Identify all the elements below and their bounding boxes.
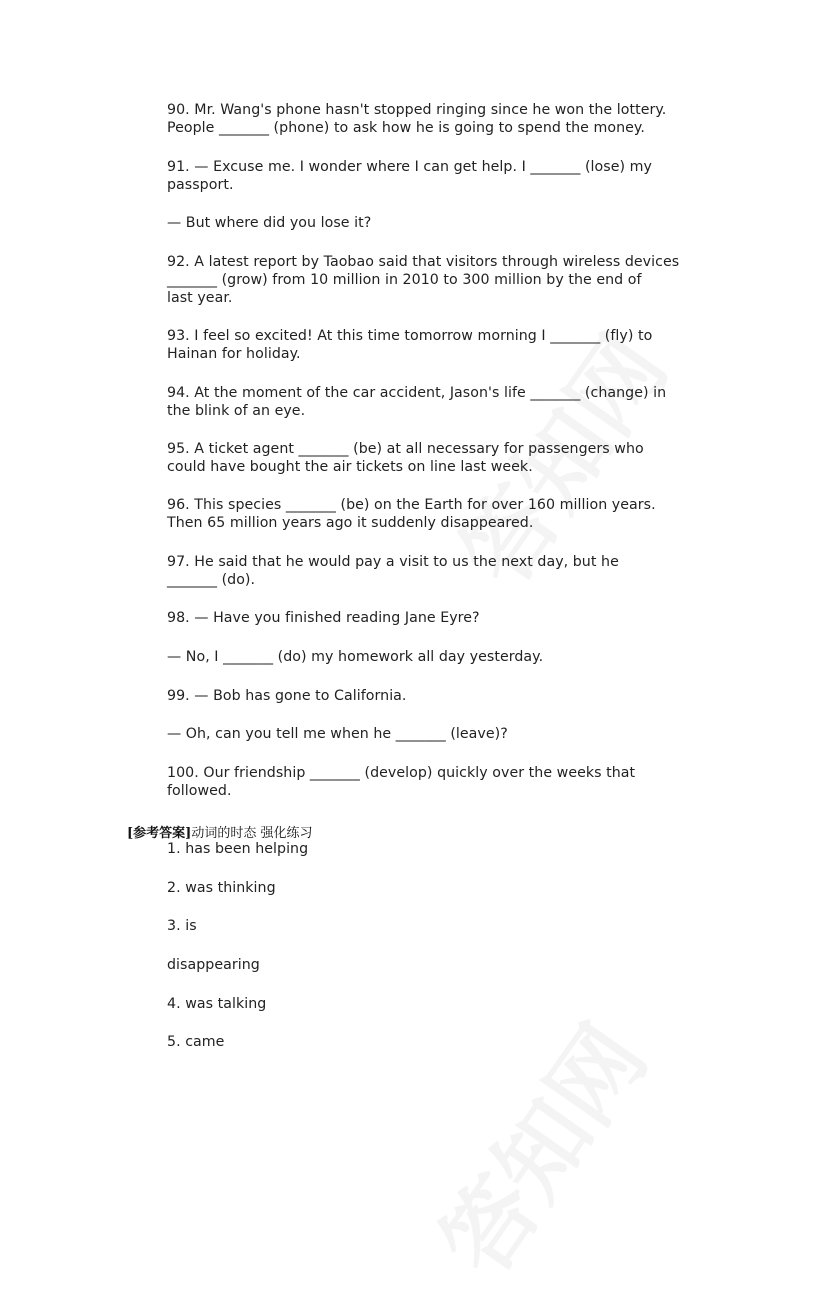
answer-text: disappearing (167, 957, 260, 973)
answer-item (167, 879, 707, 897)
answer-item (167, 917, 707, 935)
question-94 (167, 384, 707, 420)
question-line: 94. At the moment of the car accident, Jason's life _______ (change) in (167, 385, 667, 401)
answer-text: 3. is (167, 918, 197, 934)
question-line: — No, I _______ (do) my homework all day yesterday. (167, 649, 544, 665)
question-line: the blink of an eye. (167, 403, 306, 419)
answer-item (167, 1033, 707, 1051)
question-line: _______ (do). (167, 572, 256, 588)
question-93 (167, 327, 707, 363)
answer-text: 4. was talking (167, 996, 267, 1012)
answer-item (167, 840, 707, 858)
question-99-reply (167, 725, 707, 743)
answer-text: 1. has been helping (167, 841, 309, 857)
question-line: 93. I feel so excited! At this time tomorrow morning I _______ (fly) to (167, 328, 653, 344)
question-99 (167, 687, 707, 705)
answers-heading (127, 822, 312, 841)
question-line: 99. — Bob has gone to California. (167, 688, 407, 704)
question-98-reply (167, 648, 707, 666)
question-line: _______ (grow) from 10 million in 2010 to 300 million by the end of (167, 272, 642, 288)
question-line: — But where did you lose it? (167, 215, 372, 231)
question-line: 92. A latest report by Taobao said that visitors through wireless devices (167, 254, 680, 270)
question-line: 100. Our friendship _______ (develop) quickly over the weeks that (167, 765, 636, 781)
question-97 (167, 553, 707, 589)
answer-text: 2. was thinking (167, 880, 276, 896)
question-line: Hainan for holiday. (167, 346, 301, 362)
answers-heading-title: 动词的时态 强化练习 (191, 826, 313, 841)
question-100 (167, 764, 707, 800)
question-line: last year. (167, 290, 233, 306)
question-90 (167, 101, 707, 137)
question-line: People _______ (phone) to ask how he is going to spend the money. (167, 120, 645, 136)
question-line: 91. — Excuse me. I wonder where I can get help. I _______ (lose) my (167, 159, 652, 175)
question-98 (167, 609, 707, 627)
question-line: 95. A ticket agent _______ (be) at all necessary for passengers who (167, 441, 644, 457)
question-line: 98. — Have you finished reading Jane Eyre? (167, 610, 480, 626)
answer-item (167, 995, 707, 1013)
question-96 (167, 496, 707, 532)
question-line: 90. Mr. Wang's phone hasn't stopped ringing since he won the lottery. (167, 102, 667, 118)
question-91 (167, 158, 707, 194)
question-95 (167, 440, 707, 476)
answer-text: 5. came (167, 1034, 225, 1050)
question-line: 97. He said that he would pay a visit to us the next day, but he (167, 554, 619, 570)
answer-item (167, 956, 707, 974)
question-92 (167, 253, 707, 307)
question-line: — Oh, can you tell me when he _______ (leave)? (167, 726, 508, 742)
question-line: could have bought the air tickets on line last week. (167, 459, 533, 475)
question-line: 96. This species _______ (be) on the Earth for over 160 million years. (167, 497, 656, 513)
question-91-reply (167, 214, 707, 232)
answers-heading-bracket: [参考答案] (127, 826, 192, 841)
question-line: passport. (167, 177, 234, 193)
question-line: followed. (167, 783, 232, 799)
question-line: Then 65 million years ago it suddenly disappeared. (167, 515, 534, 531)
